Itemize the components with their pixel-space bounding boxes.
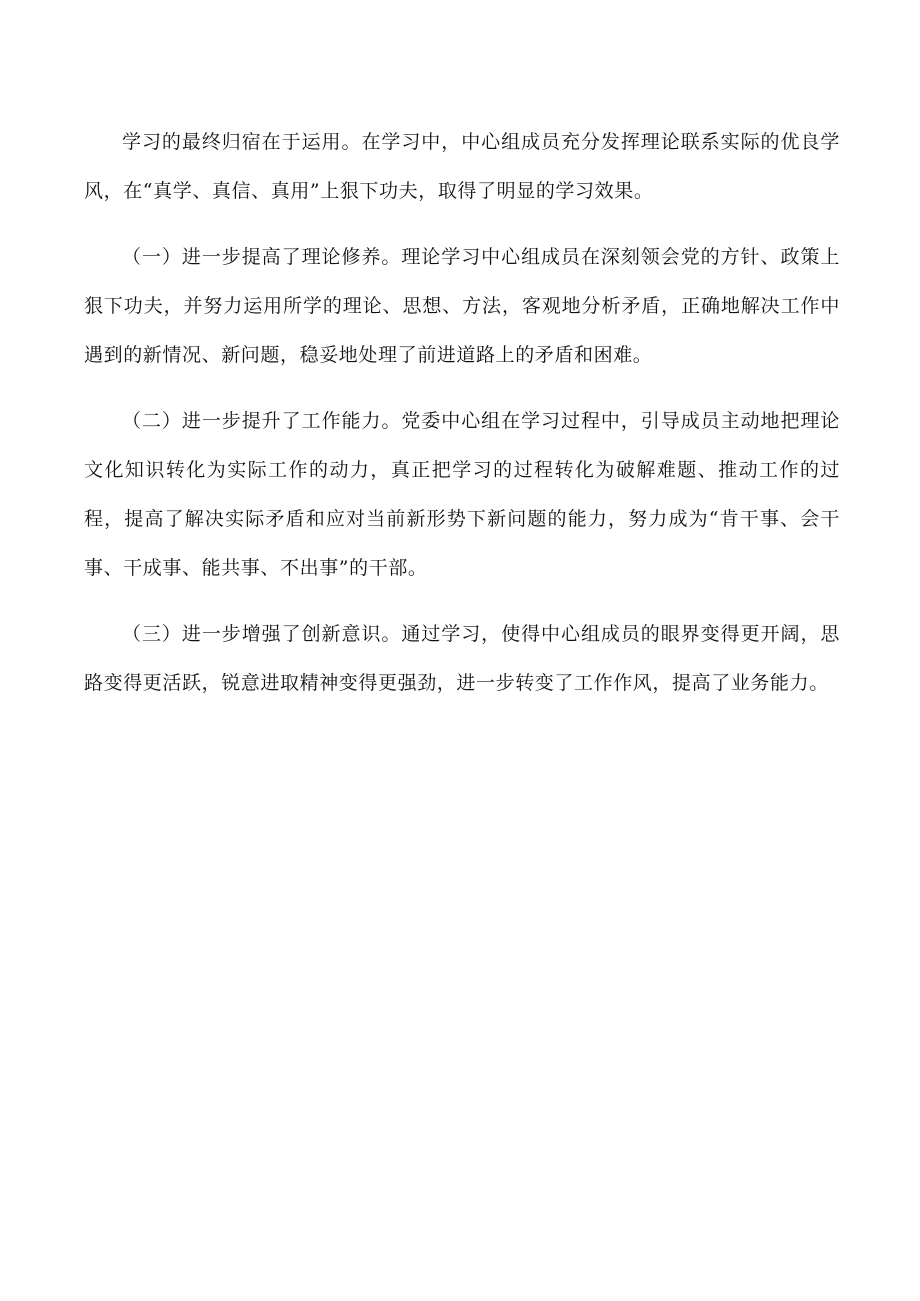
paragraph-theory-cultivation: （一）进一步提高了理论修养。理论学习中心组成员在深刻领会党的方针、政策上狠下功夫，并努力运用所学的理论、思想、方法，客观地分析矛盾，正确地解决工作中遇到的新情况、新问题，稳妥地处理了前进道路上的矛盾和困难。 bbox=[84, 246, 840, 366]
paragraph-innovation-awareness: （三）进一步增强了创新意识。通过学习，使得中心组成员的眼界变得更开阔，思路变得更活跃，锐意进取精神变得更强劲，进一步转变了工作作风，提高了业务能力。 bbox=[84, 623, 840, 694]
document-body bbox=[84, 118, 840, 725]
paragraph-intro: 学习的最终归宿在于运用。在学习中，中心组成员充分发挥理论联系实际的优良学风，在“真学、真信、真用”上狠下功夫，取得了明显的学习效果。 bbox=[84, 131, 840, 202]
paragraph-work-ability: （二）进一步提升了工作能力。党委中心组在学习过程中，引导成员主动地把理论文化知识转化为实际工作的动力，真正把学习的过程转化为破解难题、推动工作的过程，提高了解决实际矛盾和应对当前新形势下新问题的能力，努力成为“肯干事、会干事、干成事、能共事、不出事”的干部。 bbox=[84, 410, 840, 579]
